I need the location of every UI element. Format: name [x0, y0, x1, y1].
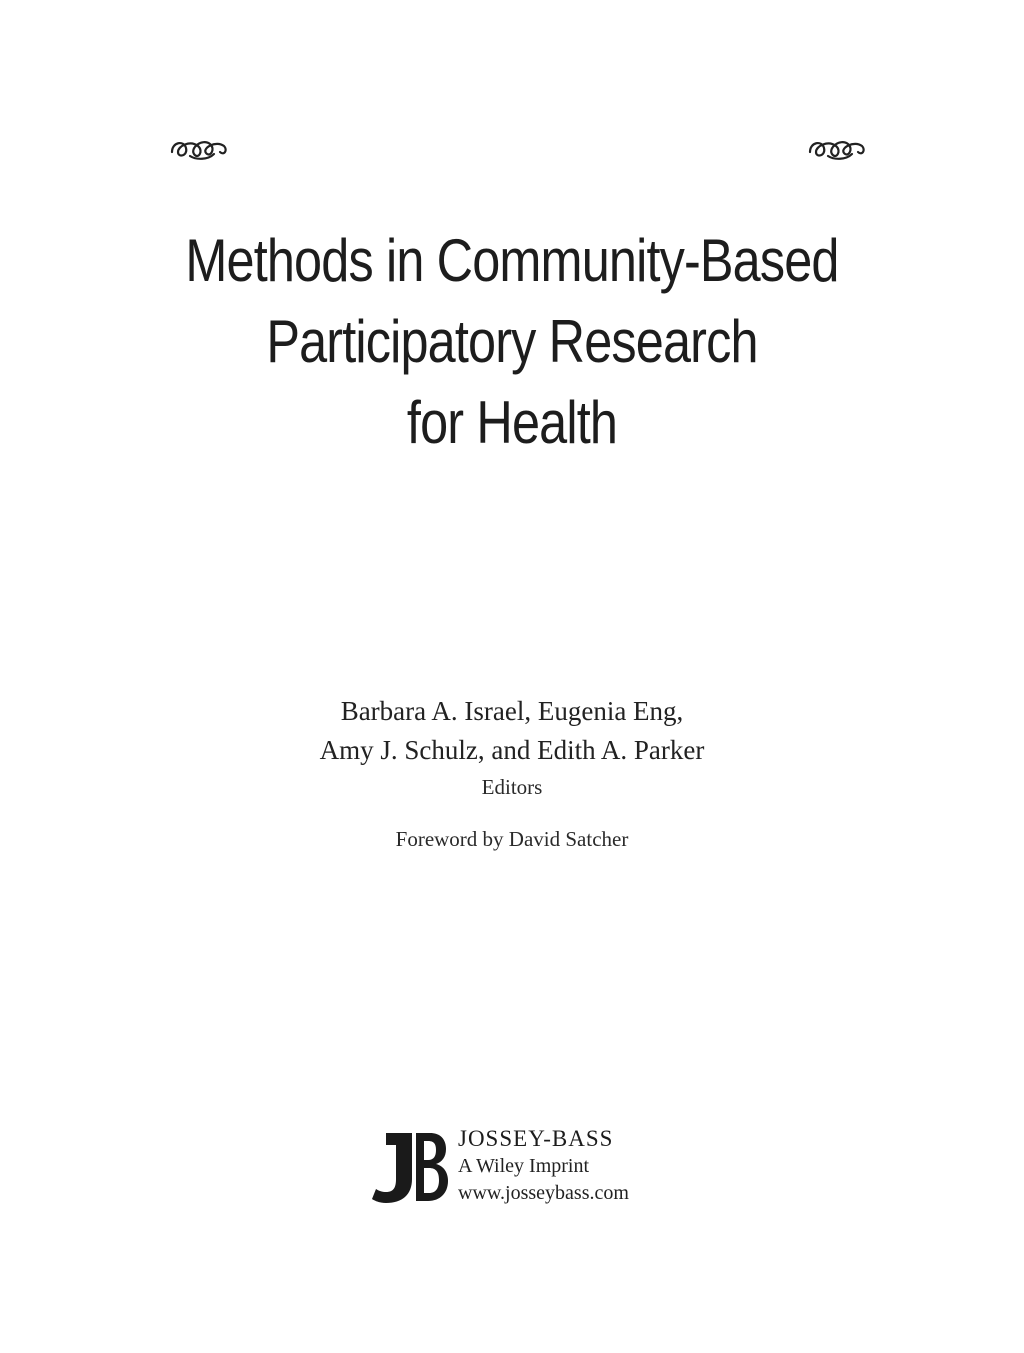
- publisher-imprint: A Wiley Imprint: [458, 1155, 590, 1177]
- flourish-ornament-icon: [168, 132, 230, 166]
- publisher-text: [458, 1125, 629, 1207]
- foreword-credit: Foreword by David Satcher: [395, 827, 629, 851]
- book-title: [0, 220, 1024, 463]
- publisher-url: www.josseybass.com: [458, 1182, 629, 1204]
- title-line-1: Methods in Community-Based: [185, 227, 839, 294]
- publisher-name: JOSSEY-BASS: [458, 1126, 614, 1151]
- flourish-ornament-icon: [806, 132, 868, 166]
- jb-monogram-logo: [372, 1129, 448, 1205]
- editor-names-line-1: Barbara A. Israel, Eugenia Eng,: [340, 696, 684, 726]
- title-line-2: Participatory Research: [266, 308, 758, 375]
- publisher-imprint-block: [372, 1125, 692, 1209]
- title-line-3: for Health: [406, 389, 618, 456]
- editors-label: Editors: [481, 775, 543, 799]
- editor-names-line-2: Amy J. Schulz, and Edith A. Parker: [319, 735, 705, 765]
- editors-block: [0, 692, 1024, 802]
